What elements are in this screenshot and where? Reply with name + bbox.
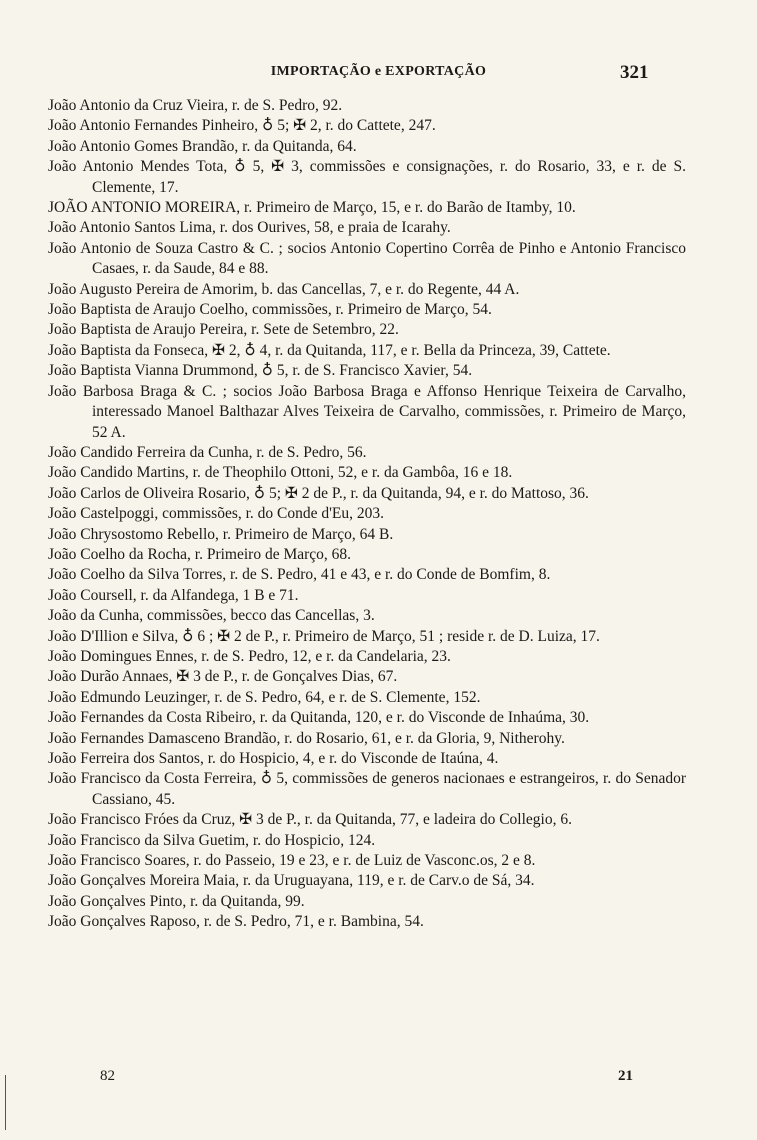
directory-entry: João Coelho da Rocha, r. Primeiro de Março, 68. (48, 545, 352, 563)
directory-entry: João Chrysostomo Rebello, r. Primeiro de Março, 64 B. (48, 525, 394, 543)
directory-entry: João Ferreira dos Santos, r. do Hospicio, 4, e r. do Visconde de Itaúna, 4. (48, 750, 499, 767)
signature-mark-left: 82 (100, 1068, 115, 1084)
directory-entry: João Baptista da Fonseca, ✠ 2, ♁ 4, r. da Quitanda, 117, e r. Bella da Princeza, 39, Cattete. (48, 341, 611, 359)
directory-entry: João Fernandes Damasceno Brandão, r. do Rosario, 61, e r. da Gloria, 9, Nitherohy. (48, 729, 565, 747)
directory-entry: João Edmundo Leuzinger, r. de S. Pedro, 64, e r. de S. Clemente, 152. (48, 688, 481, 706)
directory-entry: João Antonio Santos Lima, r. dos Ourives, 58, e praia de Icarahy. (48, 219, 451, 237)
directory-entry: João Francisco Fróes da Cruz, ✠ 3 de P., r. da Quitanda, 77, e ladeira do Collegio, 6. (48, 811, 572, 829)
page-number: 321 (620, 62, 649, 83)
directory-entry: JOÃO ANTONIO MOREIRA, r. Primeiro de Março, 15, e r. do Barão de Itamby, 10. (48, 199, 576, 217)
directory-entry: João Antonio de Souza Castro & C. ; socios Antonio Copertino Corrêa de Pinho e Antonio Francisco Casaes, r. da Saude, 84 e 88. (48, 239, 686, 278)
directory-entry: João Candido Ferreira da Cunha, r. de S. Pedro, 56. (48, 443, 367, 461)
directory-entry: João Gonçalves Pinto, r. da Quitanda, 99. (48, 892, 305, 910)
directory-entry: João Coelho da Silva Torres, r. de S. Pedro, 41 e 43, e r. do Conde de Bomfim, 8. (48, 566, 551, 584)
directory-entry: João Barbosa Braga & C. ; socios João Barbosa Braga e Affonso Henrique Teixeira de Carvalho, interessado Manoel Balthazar Alves Teixeira de Carvalho, commissões, r. Primeiro de Março, 52 A. (48, 382, 686, 441)
directory-entry: João Gonçalves Raposo, r. de S. Pedro, 71, e r. Bambina, 54. (48, 913, 424, 931)
signature-mark-right: 21 (618, 1068, 633, 1084)
directory-entry: João Antonio Fernandes Pinheiro, ♁ 5; ✠ 2, r. do Cattete, 247. (48, 117, 436, 135)
directory-entry: João Candido Martins, r. de Theophilo Ottoni, 52, e r. da Gambôa, 16 e 18. (48, 464, 513, 482)
directory-entry: João Fernandes da Costa Ribeiro, r. da Quitanda, 120, e r. do Visconde de Inhaúma, 30. (48, 709, 590, 727)
directory-entry: João Baptista Vianna Drummond, ♁ 5, r. de S. Francisco Xavier, 54. (48, 362, 473, 380)
directory-entry: João Antonio Mendes Tota, ♁ 5, ✠ 3, commissões e consignações, r. do Rosario, 33, e r. de S. Clemente, 17. (48, 158, 686, 196)
directory-entry: João da Cunha, commissões, becco das Cancellas, 3. (48, 607, 375, 625)
directory-entry: João Domingues Ennes, r. de S. Pedro, 12, e r. da Candelaria, 23. (48, 647, 451, 665)
directory-entry: João D'Illion e Silva, ♁ 6 ; ✠ 2 de P., r. Primeiro de Março, 51 ; reside r. de D. Luiza, 17. (48, 627, 600, 645)
directory-entry: João Coursell, r. da Alfandega, 1 B e 71. (48, 586, 299, 604)
running-title: IMPORTAÇÃO e EXPORTAÇÃO (270, 64, 487, 79)
directory-entry: João Carlos de Oliveira Rosario, ♁ 5; ✠ 2 de P., r. da Quitanda, 94, e r. do Mattoso, 36. (48, 484, 589, 502)
directory-entry: João Francisco da Silva Guetim, r. do Hospicio, 124. (48, 831, 376, 849)
directory-entry: João Antonio Gomes Brandão, r. da Quitanda, 64. (48, 137, 357, 155)
directory-entry: João Antonio da Cruz Vieira, r. de S. Pedro, 92. (48, 97, 343, 114)
directory-entry: João Francisco Soares, r. do Passeio, 19 e 23, e r. de Luiz de Vasconc.os, 2 e 8. (48, 852, 536, 870)
directory-entry: João Durão Annaes, ✠ 3 de P., r. de Gonçalves Dias, 67. (48, 668, 398, 686)
directory-entry: João Augusto Pereira de Amorim, b. das Cancellas, 7, e r. do Regente, 44 A. (48, 280, 520, 298)
directory-entry: João Gonçalves Moreira Maia, r. da Uruguayana, 119, e r. de Carv.o de Sá, 34. (48, 872, 535, 890)
directory-entries (48, 96, 686, 933)
directory-entry: João Castelpoggi, commissões, r. do Conde d'Eu, 203. (48, 505, 385, 523)
directory-entry: João Baptista de Araujo Pereira, r. Sete de Setembro, 22. (48, 321, 399, 339)
directory-entry: João Francisco da Costa Ferreira, ♁ 5, commissões de generos nacionaes e estrangeiros, r. do Senador Cassiano, 45. (48, 770, 686, 808)
page-edge-line (5, 1075, 6, 1130)
directory-entry: João Baptista de Araujo Coelho, commissões, r. Primeiro de Março, 54. (48, 301, 492, 319)
